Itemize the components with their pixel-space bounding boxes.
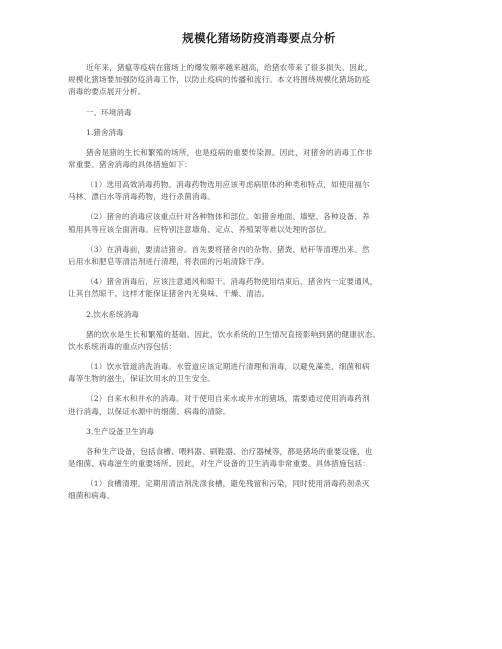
text-line: （3）在消毒前，要清洁猪舍。首先要将猪舍内的杂物、猪粪、秸秆等清理出来。然 [86,244,370,254]
text-line: 殖用具等应该全面消毒。应特别注意墙角、定点、养殖架等难以处理的部位。 [68,224,332,234]
text-line: 常重要。猪舍消毒的具体措施如下： [68,159,192,169]
text-line: （1）饮水管道消洗消毒。水管道应该定期进行清理和消毒，以避免藻类、细菌和病 [86,362,370,372]
document-body [68,62,450,503]
text-line: 猪舍是猪的生长和繁殖的场所，也是疫病的重要传染源。因此，对猪舍的消毒工作非 [86,147,373,157]
text-line: 毒等生物的滋生，保证饮用水的卫生安全。 [68,374,216,384]
paragraph [68,329,450,353]
text-line: （2）自来水和井水的消毒。对于使用自来水或井水的猪场，需要通过使用消毒药剂 [86,394,370,404]
text-line: 消毒的要点展开分析。 [68,87,146,97]
text-line: 规模化猪场要加强防疫消毒工作，以防止疫病的传播和流行。本文将围绕规模化猪场防疫 [68,75,371,85]
text-line: 让其自然晾干。这样才能保证猪舍内无臭味、干燥、清洁。 [68,289,270,299]
text-line: 3.生产设备卫生消毒 [86,426,154,436]
text-line: 1.猪舍消毒 [86,127,124,137]
text-line: （4）猪舍消毒后，应该注意通风和晾干。消毒药物使用结束后，猪舍内一定要通风， [86,277,378,287]
section-heading [68,309,450,321]
paragraph [68,478,450,502]
paragraph [68,244,450,268]
text-line: 饮水系统消毒的重点内容包括： [68,341,177,351]
text-line: 马林、漂白水等消毒药物，进行杀菌消毒。 [68,192,216,202]
paragraph [68,276,450,300]
text-line: （1）选用高效消毒药物。消毒药物选用应该考虑病原体的种类和特点，如使用福尔 [86,180,370,190]
text-line: 细菌和病毒。 [68,491,115,501]
paragraph [68,179,450,203]
text-line: （1）食槽清理。定期用清洁剂洗涤食槽，避免残留和污染，同时使用消毒药剂杀灭 [86,479,370,489]
text-line: 猪的饮水是生长和繁殖的基础。因此，饮水系统的卫生情况直接影响到猪的健康状态。 [86,329,381,339]
text-line: 是细菌、病毒滋生的重要场所。因此，对生产设备的卫生消毒非常重要。具体措施包括： [68,459,371,469]
text-line: 各种生产设备，包括食槽、喂料器、刷鞋器、治疗器械等，都是猪场的重要设施，也 [86,446,373,456]
document-title: 规模化猪场防疫消毒要点分析 [182,31,336,45]
paragraph [68,446,450,470]
text-line: （2）猪舍的消毒应该重点针对各种物体和部位。如猪舍地面、墙壁、各种设备、养 [86,212,370,222]
text-line: 2.饮水系统消毒 [86,309,139,319]
text-line: 进行消毒，以保证水源中的细菌、病毒的清除。 [68,406,231,416]
paragraph [68,393,450,417]
section-heading [68,107,450,119]
paragraph [68,211,450,235]
text-line: 后用水和肥皂等清洁剂进行清理，将表面的污垢清除干净。 [68,257,270,267]
paragraph [68,361,450,385]
text-line: 近年来，猪瘟等疫病在猪场上的爆发频率越来越高，给猪农带来了很多损失。因此， [86,63,373,72]
paragraph [68,62,450,99]
section-heading [68,127,450,139]
text-line: 一、环境消毒 [86,107,132,117]
section-heading [68,426,450,438]
paragraph [68,147,450,171]
